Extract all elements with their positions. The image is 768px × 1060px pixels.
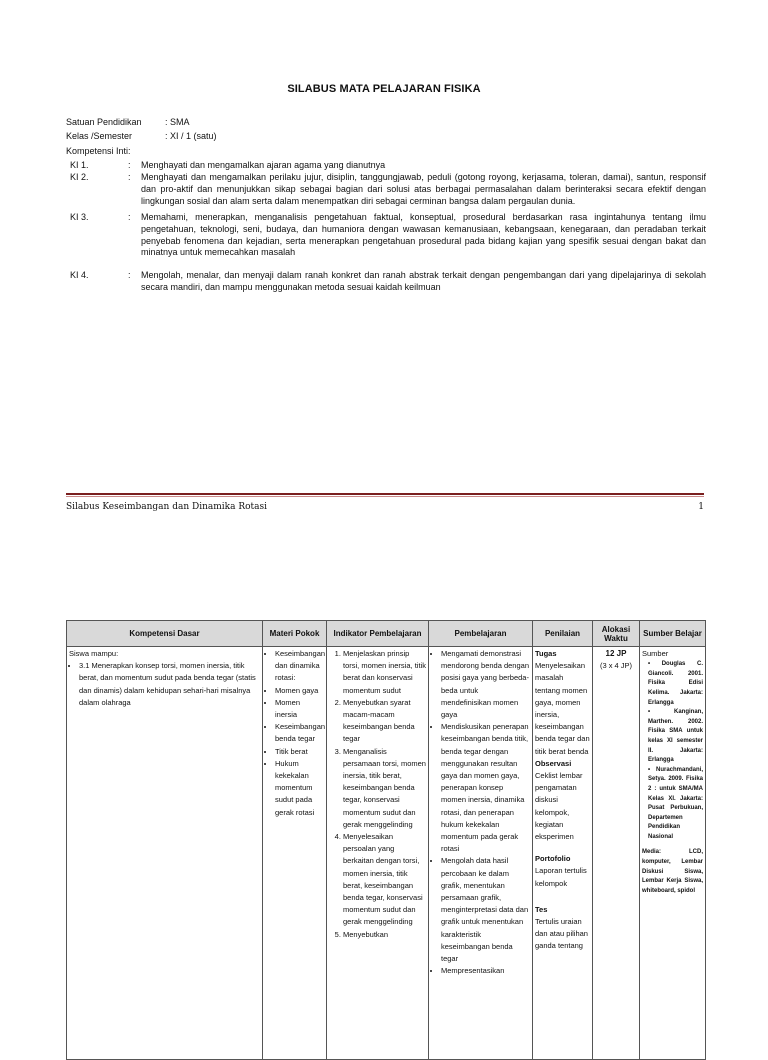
sumber-intro: Sumber bbox=[642, 649, 669, 658]
list-item: • Keseimbangan dan dinamika rotasi: bbox=[275, 648, 324, 685]
satuan-label: Satuan Pendidikan bbox=[66, 117, 142, 127]
list-item: • Kanginan, Marthen. 2002. Fisika SMA untuk kelas XI semester II. Jakarta: Erlangga bbox=[648, 708, 703, 766]
cell-indikator bbox=[327, 647, 429, 1060]
syllabus-table bbox=[66, 620, 706, 1060]
ki-item-1: KI 1. : Menghayati dan mengamalkan ajaran agama yang dianutnya bbox=[70, 160, 386, 170]
table-header-row bbox=[67, 621, 706, 647]
penilaian-observasi-text: Ceklist lembar pengamatan diskusi kelompok, kegiatan eksperimen bbox=[535, 771, 583, 842]
list-item: • Mempresentasikan bbox=[441, 965, 530, 977]
list-item: 1. Menjelaskan prinsip torsi, momen inersia, titik berat dan konservasi momentum sudut bbox=[343, 648, 426, 697]
header-indikator: Indikator Pembelajaran bbox=[327, 621, 429, 647]
sumber-media: Media: LCD, komputer, Lembar Diskusi Siswa, Lembar Kerja Siswa, whiteboard, spidol bbox=[642, 849, 703, 894]
list-item: 5. Menyebutkan bbox=[343, 929, 426, 941]
kd-list bbox=[69, 660, 260, 709]
kompetensi-inti-label: Kompetensi Inti: bbox=[66, 146, 131, 156]
list-item: 2. Menyebutkan syarat macam-macam keseimbangan benda tegar bbox=[343, 697, 426, 746]
kelas-label: Kelas /Semester bbox=[66, 131, 133, 141]
header-alokasi-waktu: Alokasi Waktu bbox=[593, 621, 640, 647]
cell-pembelajaran bbox=[429, 647, 533, 1060]
list-item: • Mendiskusikan penerapan keseimbangan benda titik, benda tegar dengan menggunakan resultan gaya dan momen gaya, penerapan konsep momen inersia, dinamika rotasi, dan penerapan hukum kekekalan momentum pada gerak rotasi bbox=[441, 721, 530, 855]
ki-item-3: KI 3. : Memahami, menerapkan, menganalisis pengetahuan faktual, konseptual, prosedural berdasarkan rasa ingintahunya tentang ilmu pengetahuan, teknologi, seni, budaya, dan humaniora dengan wawasan kemanusiaan, kebangsaan, kenegaraan, dan peradaban terkait penyebab fenomena dan kejadian, serta menerapkan pengetahuan prosedural pada bidang kajian yang spesifik sesuai dengan bakat dan minatnya untuk memecahkan masalah bbox=[70, 212, 706, 258]
cell-kompetensi-dasar bbox=[67, 647, 263, 1060]
footer-rule-dark bbox=[66, 493, 704, 495]
header-sumber-belajar: Sumber Belajar bbox=[640, 621, 706, 647]
ki-item-2: KI 2. : Menghayati dan mengamalkan perilaku jujur, disiplin, tanggungjawab, peduli (gotong royong, kerjasama, toleran, damai), santun, responsif dan pro-aktif dan menunjukkan sikap sebagai bagian dari solusi atas berbagai permasalahan dalam berinteraksi secara efektif dengan lingkungan sosial dan alam serta dalam menempatkan diri sebagai cerminan bangsa dalam pergaulan dunia. bbox=[70, 172, 706, 206]
header-penilaian: Penilaian bbox=[533, 621, 593, 647]
alokasi-detail: (3 x 4 JP) bbox=[599, 661, 633, 671]
ki-item-4: KI 4. : Mengolah, menalar, dan menyaji dalam ranah konkret dan ranah abstrak terkait dengan pengembangan dari yang dipelajarinya di sekolah secara mandiri, dan mampu menggunakan metoda sesuai kaidah keilmuan bbox=[70, 270, 706, 292]
list-item: • 3.1 Menerapkan konsep torsi, momen inersia, titik berat, dan momentum sudut pada benda tegar (statis dan dinamis) dalam kehidupan sehari-hari misalnya dalam olahraga bbox=[79, 660, 260, 709]
materi-list bbox=[265, 648, 324, 819]
list-item: • Keseimbangan benda tegar bbox=[275, 721, 324, 745]
kelas-value: : XI / 1 (satu) bbox=[165, 131, 217, 141]
list-item: 3. Menganalisis persamaan torsi, momen inersia, titik berat, keseimbangan benda tegar, konservasi momentum sudut dan gerak menggelinding bbox=[343, 746, 426, 831]
penilaian-portofolio-head: Portofolio bbox=[535, 854, 571, 864]
penilaian-tes-text: Tertulis uraian dan atau pilihan ganda tentang bbox=[535, 917, 588, 951]
list-item: • Mengolah data hasil percobaan ke dalam grafik, menentukan persamaan grafik, menginterpretasi data dan grafik untuk menentukan karakteristik keseimbangan benda tegar bbox=[441, 855, 530, 965]
table-row bbox=[67, 647, 706, 1060]
alokasi-jp: 12 JP bbox=[605, 649, 627, 658]
list-item: • Douglas C. Giancoli. 2001. Fisika Edisi Kelima. Jakarta: Erlangga bbox=[648, 660, 703, 708]
cell-penilaian bbox=[533, 647, 593, 1060]
penilaian-observasi-head: Observasi bbox=[535, 758, 572, 768]
list-item: • Nurachmandani, Setya. 2009. Fisika 2 : untuk SMA/MA Kelas XI. Jakarta: Pusat Perbukuan, Departemen Pendidikan Nasional bbox=[648, 766, 703, 843]
indikator-list bbox=[329, 648, 426, 941]
footer-rule-light bbox=[66, 496, 704, 497]
list-item: • Momen gaya bbox=[275, 685, 324, 697]
penilaian-tes-head: Tes bbox=[535, 904, 548, 914]
penilaian-portofolio-text: Laporan tertulis kelompok bbox=[535, 866, 587, 888]
penilaian-tugas-head: Tugas bbox=[535, 649, 557, 658]
penilaian-tugas-text: Menyelesaikan masalah tentang momen gaya, momen inersia, keseimbangan benda tegar dan titik berat benda bbox=[535, 661, 590, 756]
satuan-value: : SMA bbox=[165, 117, 190, 127]
list-item: • Mengamati demonstrasi mendorong benda dengan posisi gaya yang berbeda-beda untuk mendefinisikan momen gaya bbox=[441, 648, 530, 721]
cell-materi-pokok bbox=[263, 647, 327, 1060]
header-materi-pokok: Materi Pokok bbox=[263, 621, 327, 647]
kd-intro: Siswa mampu: bbox=[69, 649, 119, 658]
sumber-list bbox=[642, 660, 703, 842]
cell-alokasi-waktu bbox=[593, 647, 640, 1060]
list-item: • Hukum kekekalan momentum sudut pada gerak rotasi bbox=[275, 758, 324, 819]
list-item: • Momen inersia bbox=[275, 697, 324, 721]
cell-sumber-belajar bbox=[640, 647, 706, 1060]
list-item: • Titik berat bbox=[275, 746, 324, 758]
footer-title: Silabus Keseimbangan dan Dinamika Rotasi bbox=[66, 502, 268, 512]
meta-satuan bbox=[66, 117, 190, 128]
pembelajaran-list bbox=[431, 648, 530, 977]
meta-kelas bbox=[66, 131, 217, 142]
header-kompetensi-dasar: Kompetensi Dasar bbox=[67, 621, 263, 647]
list-item: 4. Menyelesaikan persoalan yang berkaitan dengan torsi, momen inersia, titik berat, keseimbangan benda tegar, konservasi momentum sudut dan gerak menggelinding bbox=[343, 831, 426, 929]
page-title: SILABUS MATA PELAJARAN FISIKA bbox=[287, 83, 481, 95]
header-pembelajaran: Pembelajaran bbox=[429, 621, 533, 647]
page-number: 1 bbox=[698, 502, 704, 512]
